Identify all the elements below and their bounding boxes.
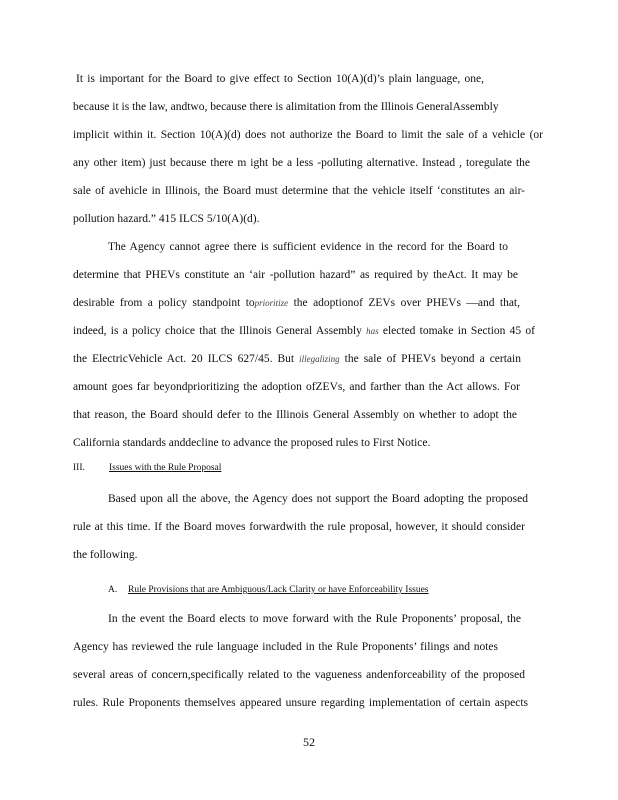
text-line: The Agency cannot agree there is sufficient evidence in the record for the Board to bbox=[108, 241, 508, 253]
text-line: any other item) just because there m ight be a less -polluting alternative. Instead , toregulate the bbox=[73, 157, 530, 169]
text-line: because it is the law, andtwo, because there is alimitation from the Illinois GeneralAssembly bbox=[73, 101, 499, 113]
italic-word: illegalizing bbox=[299, 354, 340, 364]
italic-word: prioritize bbox=[254, 298, 289, 308]
text-line: sale of avehicle in Illinois, the Board must determine that the vehicle itself ‘constitutes an air- bbox=[73, 185, 525, 197]
text-line: rule at this time. If the Board moves forwardwith the rule proposal, however, it should consider bbox=[73, 521, 525, 533]
text-line: Agency has reviewed the rule language included in the Rule Proponents’ filings and notes bbox=[73, 641, 498, 653]
text-line: several areas of concern,specifically related to the vagueness andenforceability of the proposed bbox=[73, 669, 525, 681]
text-line: In the event the Board elects to move forward with the Rule Proponents’ proposal, the bbox=[108, 613, 521, 625]
subsection-letter: A. bbox=[108, 585, 118, 595]
section-number: III. bbox=[73, 463, 85, 473]
page-number: 52 bbox=[303, 735, 315, 749]
text-line: implicit within it. Section 10(A)(d) does not authorize the Board to limit the sale of a vehicle (or bbox=[73, 129, 543, 141]
subsection-title: Rule Provisions that are Ambiguous/Lack Clarity or have Enforceability Issues bbox=[128, 585, 429, 595]
text-line: California standards anddecline to advance the proposed rules to First Notice. bbox=[73, 437, 431, 449]
italic-word: has bbox=[366, 326, 379, 336]
section-title: Issues with the Rule Proposal bbox=[109, 463, 222, 473]
text-line: the following. bbox=[73, 549, 138, 561]
text-line: that reason, the Board should defer to the Illinois General Assembly on whether to adopt the bbox=[73, 409, 517, 421]
text-line: indeed, is a policy choice that the Illinois General Assembly has elected tomake in Section 45 of bbox=[73, 325, 535, 337]
text-line: amount goes far beyondprioritizing the adoption ofZEVs, and farther than the Act allows. For bbox=[73, 381, 520, 393]
text-line: the ElectricVehicle Act. 20 ILCS 627/45. But illegalizing the sale of PHEVs beyond a certain bbox=[73, 353, 521, 365]
text-line: determine that PHEVs constitute an ‘air -pollution hazard” as required by theAct. It may be bbox=[73, 269, 518, 281]
text-line: desirable from a policy standpoint toprioritize the adoptionof ZEVs over PHEVs —and that, bbox=[73, 297, 520, 309]
text-line: Based upon all the above, the Agency does not support the Board adopting the proposed bbox=[108, 493, 528, 505]
text-line: rules. Rule Proponents themselves appeared unsure regarding implementation of certain aspects bbox=[73, 697, 528, 709]
text-line: It is important for the Board to give effect to Section 10(A)(d)’s plain language, one, bbox=[76, 73, 484, 85]
text-line: pollution hazard.” 415 ILCS 5/10(A)(d). bbox=[73, 213, 260, 225]
